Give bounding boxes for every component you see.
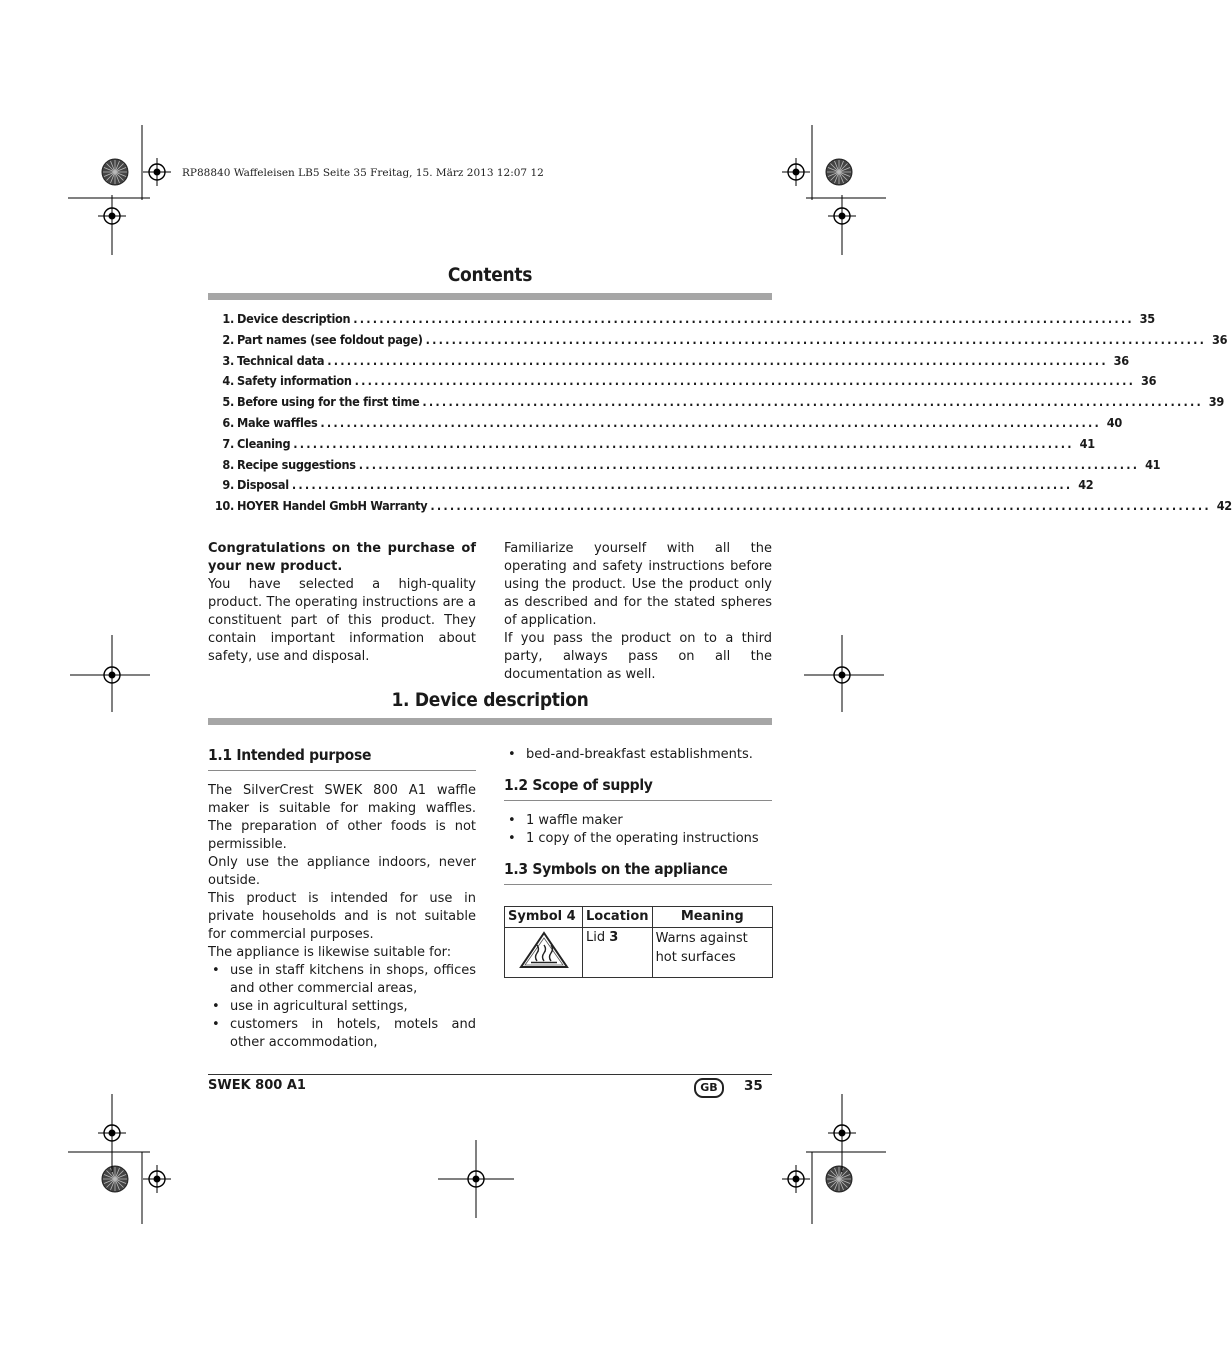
page-number: 35 [744,1078,763,1094]
footer-rule [208,1074,772,1075]
toc-entry[interactable]: 3. Technical data ........................................................................................................................ 36 [222,352,1129,368]
hot-surface-warning-icon [518,930,570,970]
toc-entry[interactable]: 6. Make waffles ........................................................................................................................ 40 [222,414,1122,430]
meaning-cell: Warns against hot surfaces [652,928,772,978]
intro-right-paragraph: If you pass the product on to a third party, always pass on all the documentation as well. [504,631,772,682]
location-cell: Lid 3 [583,928,653,978]
intro-left-column [208,540,476,666]
toc-entry[interactable]: 7. Cleaning ........................................................................................................................ 41 [222,435,1095,451]
contents-title: Contents [447,264,533,286]
section-title: 1. Device description [391,689,589,711]
toc-entry[interactable]: 9. Disposal ........................................................................................................................ 42 [222,477,1094,493]
symbol-cell [505,928,583,978]
section-rule [208,718,772,725]
contents-rule [208,293,772,300]
heading-rule [208,770,476,771]
suitable-for-list-continued [504,746,772,764]
intro-right-column [504,540,772,684]
language-badge: GB [694,1078,724,1098]
table-header-row [505,907,773,928]
intended-purpose-heading: 1.1 Intended purpose [208,746,372,764]
column-header-symbol: Symbol 4 [505,907,583,928]
heading-rule [504,884,772,885]
list-item: • 1 waffle maker [504,812,772,830]
scope-of-supply-list [504,812,772,848]
toc-entry[interactable]: 10. HOYER Handel GmbH Warranty ........................................................................................................................ 42 [214,498,1232,514]
toc-entry[interactable]: 4. Safety information ........................................................................................................................ 36 [222,373,1157,389]
column-header-location: Location [583,907,653,928]
table-of-contents [208,311,1232,519]
intro-heading: Congratulations on the purchase of your new product. [208,541,476,574]
heading-rule [504,800,772,801]
intro-right-paragraph: Familiarize yourself with all the operating and safety instructions before using the product. Use the product only as described and for the stated spheres of application. [504,541,772,628]
intended-paragraph: Only use the appliance indoors, never outside. [208,855,476,888]
symbols-heading: 1.3 Symbols on the appliance [504,860,728,878]
footer-model: SWEK 800 A1 [208,1078,306,1093]
suitable-for-list [208,962,476,1052]
intro-left-text: You have selected a high-quality product. The operating instructions are a constituent part of this product. They contain important information about safety, use and disposal. [208,577,476,664]
intended-paragraph: The SilverCrest SWEK 800 A1 waffle maker is suitable for making waffles. The preparation of other foods is not permissible. [208,783,476,852]
list-item: • 1 copy of the operating instructions [504,830,772,848]
symbols-table [504,906,773,978]
toc-entry[interactable]: 8. Recipe suggestions ........................................................................................................................ 41 [222,456,1161,472]
list-item: • customers in hotels, motels and other accommodation, [208,1016,476,1052]
intended-paragraph: This product is intended for use in private households and is not suitable for commercial purposes. [208,891,476,942]
intended-paragraph: The appliance is likewise suitable for: [208,945,452,960]
toc-entry[interactable]: 5. Before using for the first time ........................................................................................................................ 39 [222,394,1224,410]
list-item: • use in staff kitchens in shops, offices and other commercial areas, [208,962,476,998]
table-row [505,928,773,978]
toc-entry[interactable]: 2. Part names (see foldout page) ........................................................................................................................ 36 [222,331,1228,347]
right-column [504,746,772,978]
print-job-line: RP88840 Waffeleisen LB5 Seite 35 Freitag, 15. März 2013 12:07 12 [182,167,544,179]
column-header-meaning: Meaning [652,907,772,928]
scope-of-supply-heading: 1.2 Scope of supply [504,776,653,794]
intended-purpose-column [208,746,476,1052]
list-item: • use in agricultural settings, [208,998,476,1016]
list-item: • bed-and-breakfast establishments. [504,746,772,764]
toc-entry[interactable]: 1. Device description ........................................................................................................................ 35 [222,311,1155,326]
